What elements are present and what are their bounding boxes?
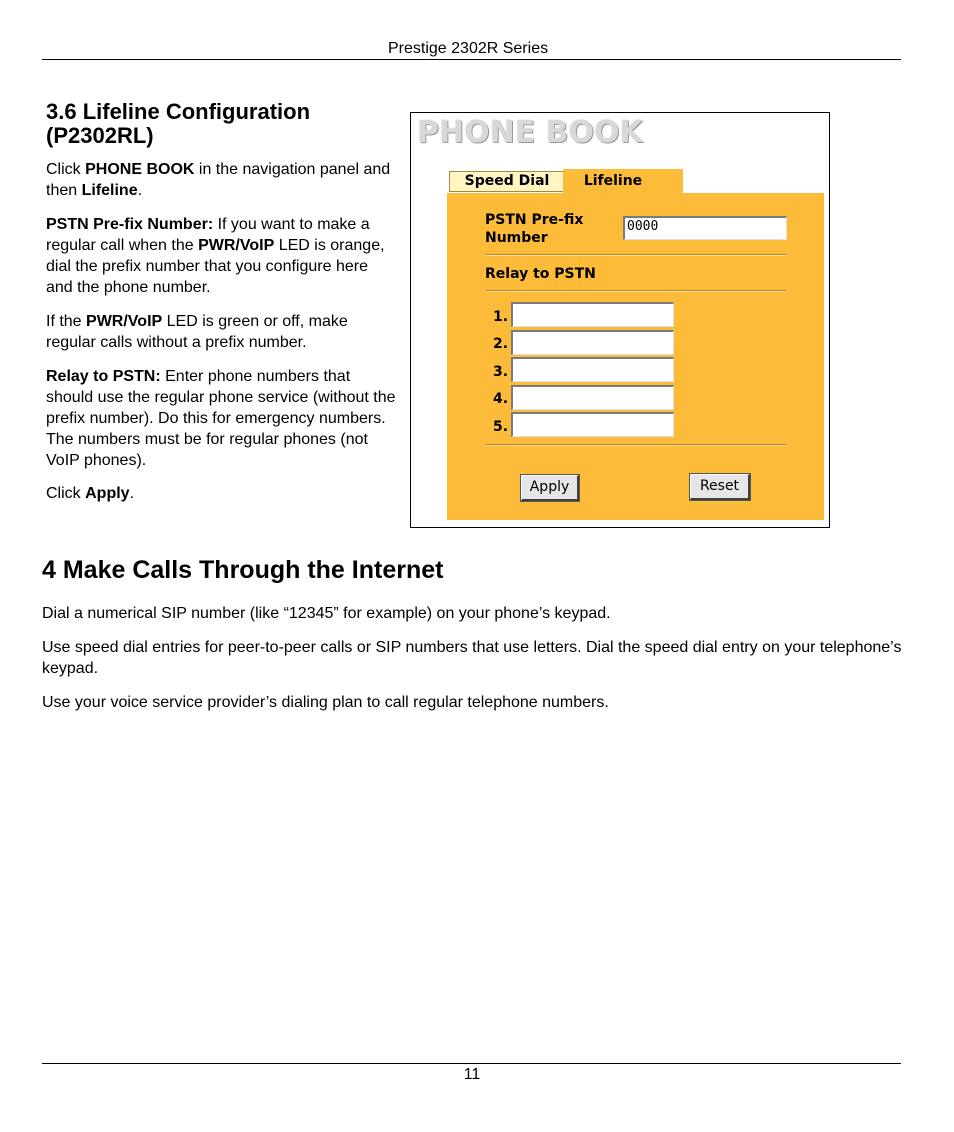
paragraph-relay bbox=[46, 366, 396, 471]
paragraph-click-apply bbox=[46, 483, 396, 504]
chapter-paragraph: Dial a numerical SIP number (like “12345” for example) on your phone’s keypad. bbox=[42, 605, 611, 622]
bold-term: Lifeline bbox=[81, 182, 138, 199]
bold-term: PSTN Pre-fix Number: bbox=[46, 216, 214, 233]
text: If the bbox=[46, 313, 87, 330]
relay-input-5[interactable] bbox=[511, 412, 674, 437]
text: LED is orange, dial the prefix number that you configure here and the phone number. bbox=[46, 237, 385, 296]
page-number: 11 bbox=[463, 1066, 481, 1083]
text: LED is green or off, make regular calls without a prefix number. bbox=[46, 313, 348, 351]
separator bbox=[485, 290, 787, 292]
phone-book-screenshot bbox=[410, 112, 830, 528]
paragraph-navigation bbox=[46, 159, 396, 201]
relay-input-2[interactable] bbox=[511, 330, 674, 355]
bold-term: PHONE BOOK bbox=[85, 161, 195, 178]
text: Click bbox=[46, 161, 86, 178]
apply-button[interactable]: Apply bbox=[521, 475, 579, 501]
prefix-label-line1: PSTN Pre-fix bbox=[485, 212, 584, 228]
bold-term: Relay to PSTN: bbox=[46, 368, 161, 385]
tab-lifeline-label: Lifeline bbox=[583, 173, 643, 189]
relay-label: Relay to PSTN bbox=[485, 266, 596, 282]
text: in the navigation panel and then bbox=[46, 161, 391, 199]
relay-input-1[interactable] bbox=[511, 302, 674, 327]
reset-button[interactable]: Reset bbox=[690, 474, 750, 500]
relay-number-label: 5. bbox=[493, 419, 509, 435]
separator bbox=[485, 254, 787, 256]
footer-rule bbox=[42, 1063, 901, 1064]
text: . bbox=[137, 182, 143, 199]
header-rule bbox=[42, 59, 901, 60]
text: If you want to make a regular call when the bbox=[46, 216, 370, 254]
phone-book-title: PHONE BOOK bbox=[417, 115, 643, 150]
section-title: 3.6 Lifeline Configuration (P2302RL) bbox=[46, 99, 311, 148]
text: . bbox=[129, 485, 135, 502]
relay-number-label: 4. bbox=[493, 391, 509, 407]
paragraph-pstn-prefix bbox=[46, 214, 396, 298]
separator bbox=[485, 444, 787, 446]
relay-number-label: 2. bbox=[493, 336, 509, 352]
lifeline-panel bbox=[447, 193, 824, 520]
relay-input-3[interactable] bbox=[511, 357, 674, 382]
tab-speed-dial[interactable]: Speed Dial bbox=[449, 171, 565, 192]
prefix-label bbox=[485, 211, 583, 247]
chapter-paragraph: Use speed dial entries for peer-to-peer calls or SIP numbers that use letters. Dial the speed dial entry on your telephone’s keypad. bbox=[42, 639, 902, 677]
series-name: Prestige 2302R Series bbox=[388, 40, 549, 57]
chapter-paragraph: Use your voice service provider’s dialing plan to call regular telephone numbers. bbox=[42, 694, 609, 711]
relay-number-label: 1. bbox=[493, 309, 509, 325]
bold-term: Apply bbox=[85, 485, 130, 502]
bold-term: PWR/VoIP bbox=[86, 313, 163, 330]
relay-number-label: 3. bbox=[493, 364, 509, 380]
bold-term: PWR/VoIP bbox=[198, 237, 275, 254]
chapter-title: 4 Make Calls Through the Internet bbox=[42, 556, 444, 584]
text: Enter phone numbers that should use the regular phone service (without the prefix number). Do this for emergency numbers. The numbers must be for regular phones (not VoIP phones). bbox=[46, 368, 396, 469]
prefix-label-line2: Number bbox=[485, 230, 548, 246]
tab-lifeline[interactable] bbox=[563, 169, 683, 193]
paragraph-led-green bbox=[46, 311, 396, 353]
text: Click bbox=[46, 485, 86, 502]
relay-input-4[interactable] bbox=[511, 385, 674, 410]
prefix-input[interactable]: 0000 bbox=[623, 216, 787, 240]
